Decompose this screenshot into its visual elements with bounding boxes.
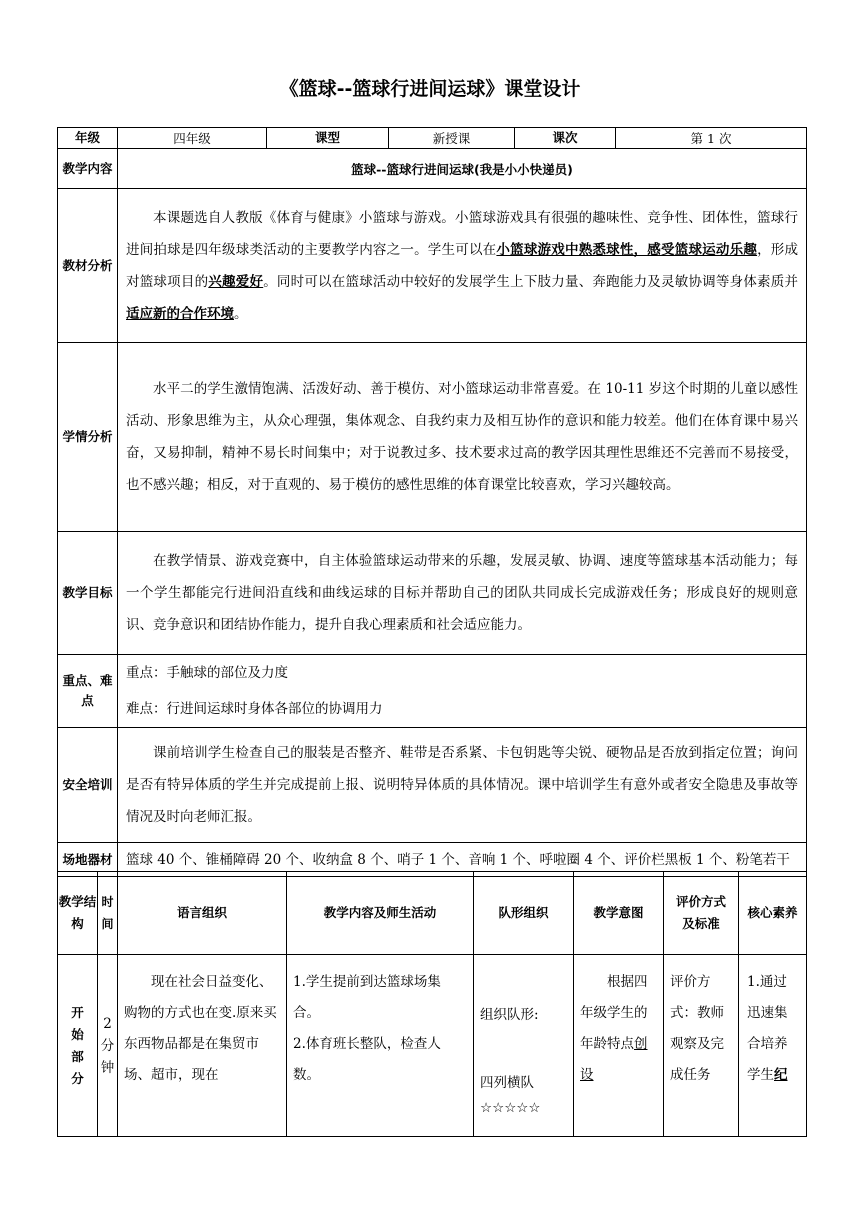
goals-label: 教学目标: [58, 532, 118, 655]
activity-2: 2.体育班长整队，检查人数。: [293, 1036, 441, 1083]
lesson-value: 第 1 次: [616, 128, 807, 149]
formation-label: 组织队形:: [480, 1007, 539, 1023]
safety-label: 安全培训: [58, 728, 118, 843]
content-label: 教学内容: [58, 149, 118, 189]
document-title: 《篮球--篮球行进间运球》课堂设计: [279, 78, 581, 100]
content-value: 篮球--篮球行进间运球(我是小小快递员): [118, 149, 807, 189]
material-highlight-2: 兴趣爱好: [208, 273, 264, 290]
material-label: 教材分析: [58, 189, 118, 343]
header-activities: 教学内容及师生活动: [287, 872, 474, 955]
students-label: 学情分析: [58, 343, 118, 532]
material-row: [58, 189, 807, 343]
goals-row: [58, 532, 807, 655]
material-highlight-1: 小篮球游戏中熟悉球性，感受篮球运动乐趣: [496, 241, 758, 258]
safety-text: 课前培训学生检查自己的服装是否整齐、鞋带是否系紧、卡包钥匙等尖锐、硬物品是否放到指定位置；询问是否有特异体质的学生并完成提前上报、说明特异体质的具体情况。课中培训学生有意外或者安全隐患及事故等情况及时向老师汇报。: [118, 728, 807, 843]
type-value: 新授课: [389, 128, 515, 149]
students-text: 水平二的学生激情饱满、活泼好动、善于模仿、对小篮球运动非常喜爱。在 10-11 岁这个时期的儿童以感性活动、形象思维为主，从众心理强，集体观念、自我约束力及相互协作的意识和能力较差。他们在体育课中易兴奋，又易抑制，精神不易长时间集中；对于说教过多、技术要求过高的教学因其理性思维还不完善而不易接受，也不感兴趣；相反，对于直观的、易于模仿的感性思维的体育课堂比较喜欢，学习兴趣较高。: [118, 343, 807, 532]
header-literacy: 核心素养: [739, 872, 807, 955]
keypoints-text: [118, 655, 807, 728]
keypoints-row: [58, 655, 807, 728]
lesson-label: 课次: [515, 128, 616, 149]
material-text: [118, 189, 807, 343]
header-time: 时间: [98, 872, 118, 955]
key-point: 重点：手触球的部位及力度: [126, 665, 288, 681]
material-text-1: 本课题选自人教版《体育与健康》小篮球与游戏。小篮球游戏具有很强的趣味性、竞争性、团体性，篮球行进间拍球是四年级球类活动的主要教学内容之一。学生可以在: [126, 209, 798, 258]
material-text-3: 。同时可以在篮球活动中较好的发展学生上下肢力量、奔跑能力及灵敏协调等身体素质并: [263, 273, 798, 290]
start-section-time: 2分钟: [98, 955, 118, 1137]
safety-row: [58, 728, 807, 843]
formation-type: 四列横队: [480, 1075, 534, 1091]
material-text-2: ，形成对篮球项目的: [126, 241, 798, 290]
start-language: 现在社会日益变化、购物的方式也在变.原来买东西物品都是在集贸市场、超市，现在: [118, 955, 287, 1137]
header-structure: 教学结构: [58, 872, 98, 955]
literacy-text: 1.通过迅速集合培养学生: [747, 974, 788, 1083]
activity-1: 1.学生提前到达篮球场集合。: [293, 974, 441, 1021]
grade-value: 四年级: [118, 128, 267, 149]
header-language: 语言组织: [118, 872, 287, 955]
content-row: [58, 149, 807, 189]
keypoints-label: 重点、难点: [58, 655, 118, 728]
start-formation: [474, 955, 574, 1137]
students-row: [58, 343, 807, 532]
material-highlight-3: 适应新的合作环境: [126, 305, 234, 322]
lesson-info-table: [57, 127, 807, 877]
plan-row-start: [58, 955, 807, 1137]
hard-point: 难点：行进间运球时身体各部位的协调用力: [126, 701, 383, 717]
start-activities: [287, 955, 474, 1137]
type-label: 课型: [267, 128, 389, 149]
start-intent: [574, 955, 664, 1137]
formation-stars: ☆☆☆☆☆: [480, 1100, 541, 1116]
grade-label: 年级: [58, 128, 118, 149]
header-evaluation: 评价方式及标准: [664, 872, 739, 955]
equipment-text: 篮球 40 个、锥桶障碍 20 个、收纳盒 8 个、哨子 1 个、音响 1 个、呼啦圈 4 个、评价栏黑板 1 个、粉笔若干: [118, 843, 807, 877]
plan-header-row: [58, 872, 807, 955]
header-formation: 队形组织: [474, 872, 574, 955]
material-text-4: 。: [234, 305, 248, 322]
start-section-label: 开始部分: [58, 955, 98, 1137]
literacy-highlight: 纪: [774, 1067, 788, 1083]
lesson-plan-table: [57, 871, 807, 1137]
goals-text: 在教学情景、游戏竞赛中，自主体验篮球运动带来的乐趣，发展灵敏、协调、速度等篮球基本活动能力；每一个学生都能完行进间沿直线和曲线运球的目标并帮助自己的团队共同成长完成游戏任务；形成良好的规则意识、竞争意识和团结协作能力，提升自我心理素质和社会适应能力。: [118, 532, 807, 655]
start-evaluation: 评价方式：教师观察及完成任务: [664, 955, 739, 1137]
start-literacy: [739, 955, 807, 1137]
header-intent: 教学意图: [574, 872, 664, 955]
intent-highlight: 创设: [580, 1036, 648, 1083]
intent-text: 根据四年级学生的年龄特点: [580, 974, 648, 1052]
equipment-label: 场地器材: [58, 843, 118, 877]
basic-info-row: [58, 128, 807, 149]
